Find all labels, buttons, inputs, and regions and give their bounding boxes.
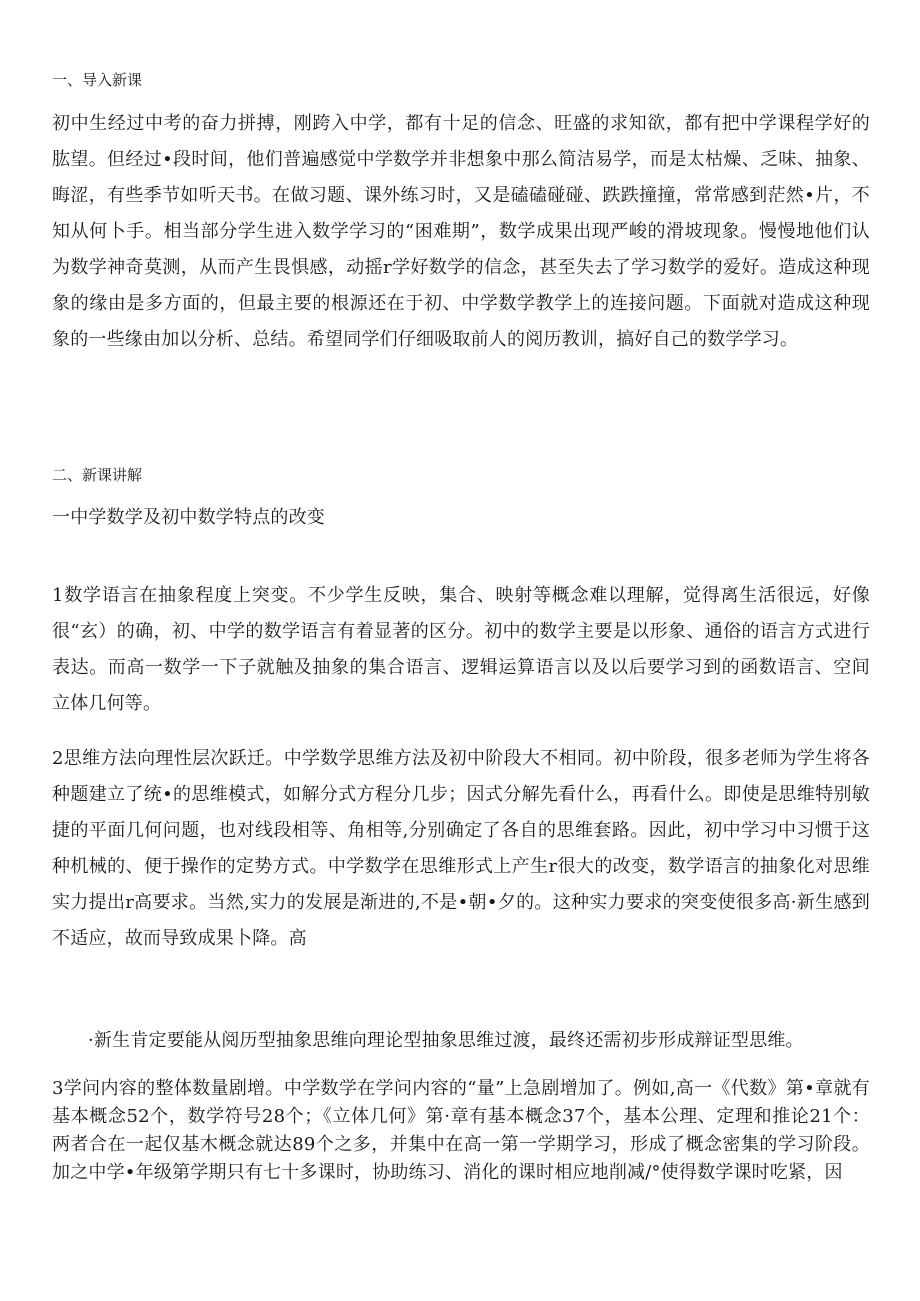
point-3-paragraph: 3学问内容的整体数量剧增。中学数学在学问内容的“量”上急剧增加了。例如,高一《代数》第•章就有基本概念52个，数学符号28个；《立体几何》第·章有基本概念37个，基本公理、定理和推论21个：两者合在一起仅基木概念就达89个之多，并集中在高一第一学期学习，形成了概念密集的学习阶段。加之中学•年级第学期只有七十多课时，协助练习、消化的课时相应地削减/°使得数学课时吃紧，因 [52,1078,870,1183]
point-2-paragraph: 2思维方法向理性层次跃迁。中学数学思维方法及初中阶段大不相同。初中阶段，很多老师为学生将各种题建立了统•的思维模式，如解分式方程分几步；因式分解先看什么，再看什么。即使是思维特别敏捷的平面几何问题，也对线段相等、角相等,分别确定了各自的思维套路。因此，初中学习中习惯于这种机械的、便于操作的定势方式。中学数学在思维形式上产生r很大的改变，数学语言的抽象化对思维实力提出r高要求。当然,实力的发展是渐进的,不是•朝•夕的。这种实力要求的突变使很多高·新生感到不适应，故而导致成果卜降。高 [52,748,870,949]
point-2-continuation: ·新生肯定要能从阅历型抽象思维向理论型抽象思维过渡，最终还需初步形成辩证型思维。 [88,1030,804,1051]
section-heading-lecture: 二、新课讲解 [52,466,143,484]
point-1-paragraph: 1数学语言在抽象程度上突变。不少学生反映，集合、映射等概念难以理解，觉得离生活很远，好像很“玄）的确，初、中学的数学语言有着显著的区分。初中的数学主要是以形象、通俗的语言方式进行表达。而高一数学一下子就触及抽象的集合语言、逻辑运算语言以及以后要学习到的函数语言、空间立体几何等。 [52,585,870,714]
subsection-heading: 一中学数学及初中数学特点的改变 [52,507,325,528]
intro-paragraph: 初中生经过中考的奋力拼搏，刚跨入中学，都有十足的信念、旺盛的求知欲，都有把中学课程学好的肱望。但经过•段时间，他们普遍感觉中学数学并非想象中那么简洁易学，而是太枯燥、乏味、抽象、晦涩，有些季节如听天书。在做习题、课外练习时，又是磕磕碰碰、跌跌撞撞，常常感到茫然•片，不知从何卜手。相当部分学生进入数学学习的“困难期”，数学成果出现严峻的滑坡现象。慢慢地他们认为数学神奇莫测，从而产生畏惧感，动摇r学好数学的信念，甚至失去了学习数学的爱好。造成这种现象的缘由是多方面的，但最主要的根源还在于初、中学数学教学上的连接问题。下面就对造成这种现象的一些缘由加以分析、总结。希望同学们仔细吸取前人的阅历教训，搞好自己的数学学习。 [52,113,870,350]
section-heading-intro: 一、导入新课 [52,71,143,89]
